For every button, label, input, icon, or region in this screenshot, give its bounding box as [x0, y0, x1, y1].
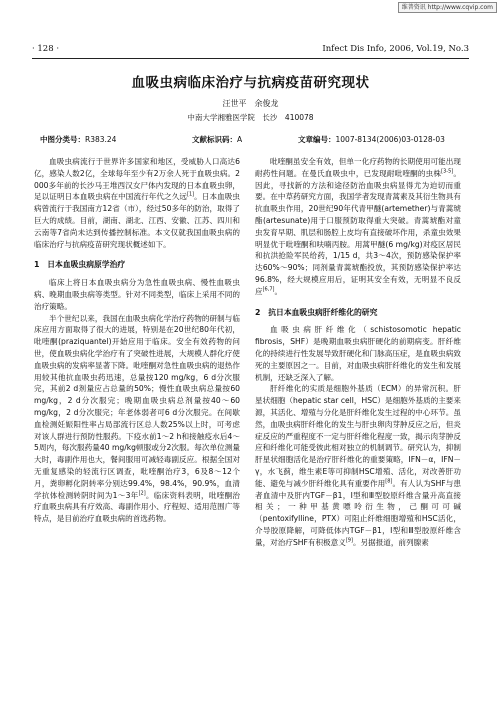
paragraph: 临床上将日本血吸虫病分为急性血吸虫病、慢性血吸虫病、晚期血吸虫病等类型。针对不同类型，临床上采用不同的治疗策略。 [34, 278, 240, 311]
citation: [2] [138, 489, 146, 496]
citation: [8] [385, 478, 393, 485]
header-rule [32, 58, 469, 59]
clc-number: 中图分类号：R383.24 [40, 135, 117, 144]
article-title: 血吸虫病临床治疗与抗病疫苗研究现状 [131, 75, 370, 91]
section-heading: 2 抗日本血吸虫病肝纤维化的研究 [255, 307, 378, 317]
article-metadata [40, 134, 461, 146]
citation: [6,7] [262, 286, 275, 293]
paragraph: 吡喹酮虽安全有效，但单一化疗药物的长期使用可能出现耐药性问题。在曼氏血吸虫中，已发现耐吡喹酮的虫株[3-5]。因此，寻找新的方法和途径防治血吸虫病显得尤为迫切而重要。在中草药研究方面，我国学者发现青蒿素及其衍生物具有抗血吸虫作用，20世纪90年代青甲醚(artemether)与青蒿琥酯(artesunate)用于口服预防取得重大突破。青蒿琥酯对童虫发育早期、肌层和肠腔上皮均有直接破坏作用，杀童虫效果明显优于吡喹酮和呋喃丙胺。用蒿甲醚(6 mg/kg)对疫区居民和抗洪抢险军民给药，1/15 d，共3～4次，预防感染保护率达60%～90%；同剂量青蒿琥酯投放，其预防感染保护率达96.8%，经大规模应用后，证明其安全有效，无明显不良反应[6,7]。 [255, 157, 462, 296]
paragraph: 血吸虫病流行于世界许多国家和地区，受威胁人口高达6亿，感染人数2亿，全球每年至少有2万余人死于血吸虫病。2 000多年前的长沙马王堆西汉女尸体内发现的日本血吸虫卵，足以证明日本血吸虫病在中国流行年代之久远[1]。日本血吸虫病曾流行于我国南方12省（市），经过50多年的防治，取得了巨大的成绩。目前，湖南、湖北、江西、安徽、江苏、四川和云南等7省尚未达到传播控制标准。本文仅就我国血吸虫病的临床治疗与抗病疫苗研究现状概述如下。 [34, 157, 241, 249]
section-heading: 1 日本血吸虫病原学治疗 [34, 260, 126, 270]
left-column [34, 156, 240, 525]
document-code: 文献标识码：A [192, 135, 243, 144]
authors: 汪世平 余俊龙 [222, 99, 279, 108]
article-id: 文章编号：1007-8134(2006)03-0128-03 [298, 135, 445, 144]
paragraph: 血吸虫病肝纤维化（schistosomotic hepatic fibrosis，SHF）是晚期血吸虫病肝硬化的前期病变。肝纤维化的持续进行性发展导致肝硬化和门脉高压症，是血吸虫病致死的主要原因之一。目前，对血吸虫病肝纤维化的发生和发展机制，还缺乏深入了解。 [255, 325, 461, 382]
paragraph: 半个世纪以来，我国在血吸虫病化学治疗药物的研制与临床应用方面取得了很大的进展，特别是在20世纪80年代初，吡喹酮(praziquantel)开始应用于临床。安全有效药物的问世，使血吸虫病化学治疗有了突破性进展，大规模人群化疗使血吸虫病的发病率显著下降。吡喹酮对急性血吸虫病的退热作用较其他抗血吸虫药迅速，总量按120 mg/kg，6 d分次服完，其前2 d剂量应占总量的50%；慢性血吸虫病总量按60 mg/kg，2 d分次服完；晚期血吸虫病总剂量按40～60 mg/kg，2 d分次服完；年老体弱者可6 d分次服完。在间歇血检测妊娠阳性率占局部流行区总人数25%以上时，可考虑对该人群进行预防性服药。下疫水前1～2 h和接触疫水后4～5周内，每次服药量40 mg/kg顿服或分2次服。每次单位测量大时，毒副作用也大，餐间服用可减轻毒副反应。根据全国对无重复感染的轻流行区调查，吡喹酮治疗3，6及8～12个月，粪卵孵化阴转率分别达99.4%，98.4%，90.9%，血清学抗体检测转阴时间为1～3年[2]。临床资料表明，吡喹酮治疗血吸虫病具有疗效高、毒副作用小、疗程短、适用范围广等特点，是目前治疗血吸虫病的首选药物。 [34, 313, 241, 524]
citation: [1] [187, 191, 195, 198]
watermark: 维普资讯 http://www.cqvip.com [398, 2, 497, 13]
paragraph: 肝纤维化的实质是细胞外基质（ECM）的异常沉积。肝星状细胞（hepatic star cell，HSC）是细胞外基质的主要来源，其活化、增殖与分化是肝纤维化发生过程的中心环节。虽然，血吸虫病肝纤维化的发生与肝虫卵肉芽肿反应之后，但炎症反应的严重程度不一定与肝纤维化程度一致，揭示肉芽肿反应和纤维化可能受彼此相对独立的机制调节。研究认为，抑制肝星状细胞活化是治疗肝纤维化的重要策略，IFN－α，IFN－γ，水飞蓟，维生素E等可抑制HSC增殖、活化，对改善肝功能、避免与减少肝纤维化具有重要作用[8]。有人认为SHF与患者血清中及肝内TGF－β1，Ⅰ型和Ⅲ型胶原纤维含量升高直接相关；一种甲基黄嘌呤衍生物，己酮可可碱（pentoxifylline，PTX）可阻止纤维细胞增殖和HSC活化，介导胶原降解，可降低体内TGF－β1，Ⅰ型和Ⅲ型胶原纤维含量，对治疗SHF有积极意义[9]。另据报道，前列腺素 [255, 384, 462, 547]
page-number: · 128 · [32, 44, 60, 54]
citation: [9] [345, 537, 353, 544]
right-column [255, 156, 461, 549]
journal-citation: Infect Dis Info, 2006, Vol.19, No.3 [322, 44, 469, 54]
running-head [32, 44, 469, 58]
citation: [3-5] [441, 168, 454, 175]
affiliation: 中南大学湘雅医学院 长沙 410078 [187, 113, 314, 122]
